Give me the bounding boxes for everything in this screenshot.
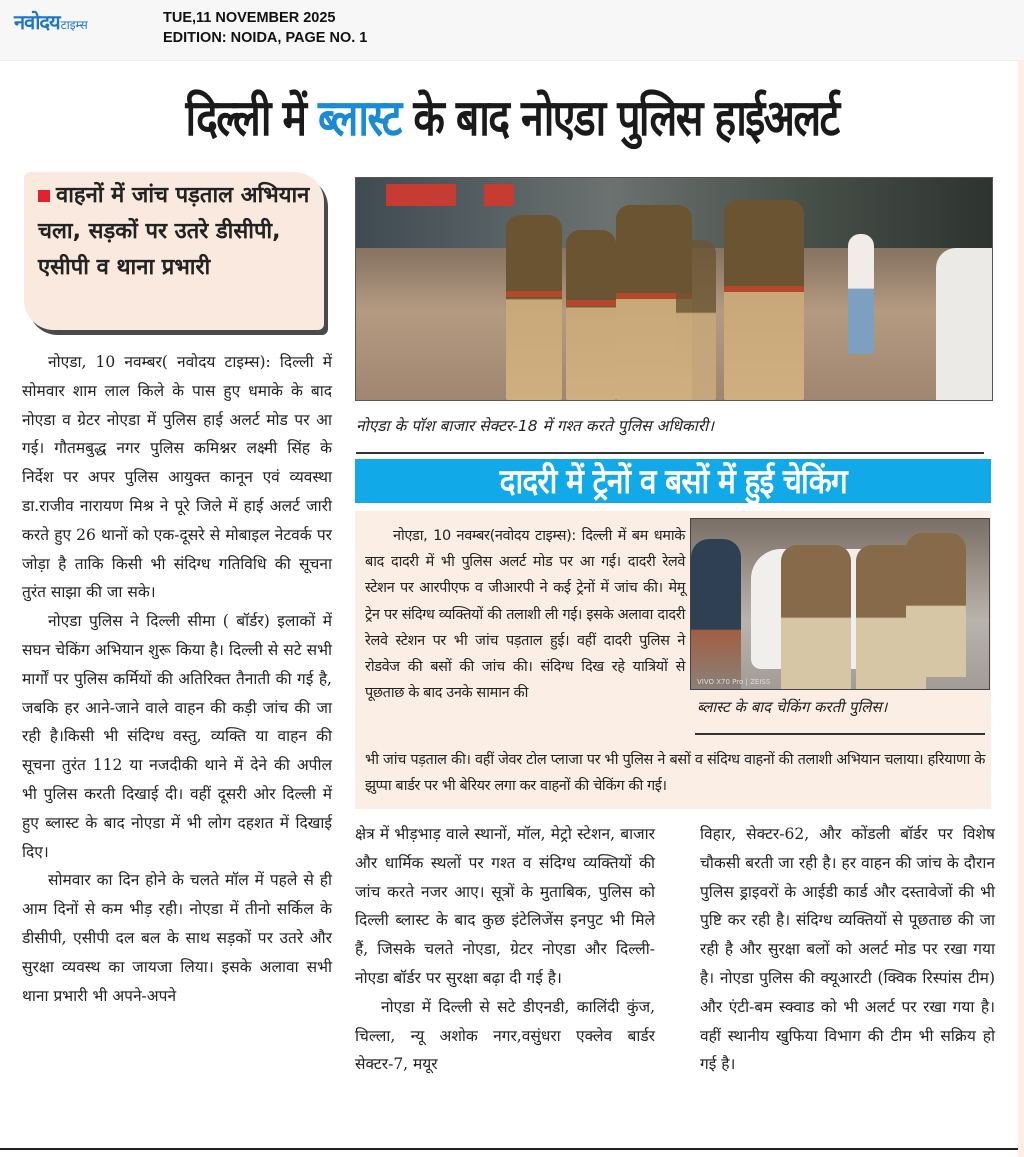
police-officer [566, 230, 616, 400]
photo-watermark: VIVO X70 Pro | ZEISS [697, 678, 771, 686]
newspaper-logo [14, 8, 88, 35]
parked-car [936, 248, 992, 400]
main-headline [92, 88, 932, 148]
dateline [163, 8, 367, 48]
police-officer [781, 545, 851, 689]
police-officer [724, 200, 804, 400]
police-officer [506, 215, 562, 400]
red-square-bullet-icon [38, 190, 50, 202]
story-column-3 [700, 820, 995, 1079]
logo-main: नवोदय [14, 10, 60, 34]
story-paragraph: विहार, सेक्टर-62, और कोंडली बॉर्डर पर विशेष चौकसी बरती जा रही है। हर वाहन की जांच के दौरान पुलिस ड्राइवरों के आईडी कार्ड और दस्तावेजों की भी पुष्टि कर रही है। संदिग्ध व्यक्तियों से पूछताछ की जा रही है और सुरक्षा बलों को अलर्ट मोड पर रखा गया है। नोएडा पुलिस की क्यूआरटी (क्विक रिस्पांस टीम) और एंटी-बम स्क्वाड को भी अलर्ट पर रखा गया है। वहीं स्थानीय खुफिया विभाग की टीम भी सक्रिय हो गई है। [700, 825, 995, 1074]
photo-caption: नोएडा के पॉश बाजार सेक्टर-18 में गश्त करते पुलिस अधिकारी। [356, 417, 715, 435]
subheadline-box [24, 172, 324, 330]
story-paragraph: नोएडा, 10 नवम्बर(नवोदय टाइम्स): दिल्ली में बम धमाके बाद दादरी में भी पुलिस अलर्ट मोड पर आ गई। दादरी रेलवे स्टेशन पर आरपीएफ व जीआरपी ने कई ट्रेनों में जांच की। मेमू ट्रेन पर संदिग्ध व्यक्तियों की तलाशी ली गई। इसके अलावा दादरी रेलवे स्टेशन पर भी जांच पड़ताल हुई। वहीं दादरी पुलिस ने रोडवेज की बसों की जांच की। संदिग्ध दिख रहे यात्रियों से पूछताछ के बाद उनके सामान की [365, 528, 685, 702]
headline-part1: दिल्ली में [185, 89, 318, 147]
story-paragraph: नोएडा पुलिस ने दिल्ली सीमा ( बॉर्डर) इलाकों में सघन चेकिंग अभियान शुरू किया है। दिल्ली से सटे सभी मार्गों पर पुलिस कर्मियों की अतिरिक्त तैनाती की गई है, जबकि हर आने-जाने वाले वाहन की कड़ी जांच की जा रही है।किसी भी संदिग्ध वस्तु, व्यक्ति या वाहन की सूचना तुरंत 112 या नजदीकी थाने में देने की अपील भी पुलिस करती दिखाई दी। वहीं दूसरी ओर दिल्ली में हुए ब्लास्ट के बाद नोएडा में भी लोग दहशत में दिखाई दिए। [22, 612, 332, 861]
shop-sign [484, 184, 514, 206]
shop-sign [386, 184, 456, 206]
police-officer [676, 240, 716, 400]
headline-accent: ब्लास्ट [317, 89, 401, 147]
police-patrol-photo [355, 177, 993, 401]
banner-title: दादरी में ट्रेनों व बसों में हुई चेकिंग [499, 462, 847, 502]
edition-info: EDITION: NOIDA, PAGE NO. 1 [163, 30, 368, 46]
issue-date: TUE,11 NOVEMBER 2025 [163, 10, 336, 26]
police-officer [906, 533, 966, 677]
pedestrian [848, 234, 874, 354]
story-paragraph: क्षेत्र में भीड़भाड़ वाले स्थानों, मॉल, मेट्रो स्टेशन, बाजार और धार्मिक स्थलों पर गश्त व संदिग्ध व्यक्तियों की जांच करते नजर आए। सूत्रों के मुताबिक, पुलिस को दिल्ली ब्लास्ट के बाद कुछ इंटेलिजेंस इनपुट भी मिले हैं, जिसके चलते नोएडा, ग्रेटर नोएडा और दिल्ली-नोएडा बॉर्डर पर सुरक्षा बढ़ा दी गई है। [355, 825, 655, 987]
dadri-story-continuation: भी जांच पड़ताल की। वहीं जेवर टोल प्लाजा पर भी पुलिस ने बसों व संदिग्ध वाहनों की तलाशी अभियान चलाया। हरियाणा के झुप्पा बार्डर पर भी बेरियर लगा कर वाहनों की चेकिंग की गई। [365, 752, 985, 795]
masthead-bar [0, 0, 1024, 61]
dadri-story-box [355, 511, 991, 809]
page-edge-strip [1018, 60, 1024, 1157]
section-banner [355, 459, 991, 503]
story-paragraph: नोएडा, 10 नवम्बर( नवोदय टाइम्स): दिल्ली में सोमवार शाम लाल किले के पास हुए धमाके के बाद नोएडा व ग्रेटर नोएडा में पुलिस हाई अलर्ट मोड पर आ गई। गौतमबुद्ध नगर पुलिस कमिश्नर लक्ष्मी सिंह के निर्देश पर अपर पुलिस आयुक्त कानून एवं व्यवस्था डा.राजीव नारायण मिश्र ने पूरे जिले में हाई अलर्ट जारी करते हुए 26 थानों को एक-दूसरे से मोबाइल नेटवर्क पर जोड़ा है ताकि किसी भी संदिग्ध गतिविधि की सूचना तुरंत साझा की जा सके। [22, 353, 332, 602]
photo-caption: ब्लास्ट के बाद चेकिंग करती पुलिस। [697, 698, 888, 716]
story-column-2 [355, 820, 655, 1079]
dadri-story-text [365, 523, 685, 706]
car-checking-photo [690, 518, 990, 690]
headline-part2: के बाद नोएडा पुलिस हाईअलर्ट [400, 89, 839, 147]
divider [356, 452, 984, 454]
civilian [691, 539, 741, 689]
story-paragraph: सोमवार का दिन होने के चलते मॉल में पहले से ही आम दिनों से कम भीड़ रही। नोएडा में तीनो सर्किल के डीसीपी, एसीपी दल बल के साथ सड़कों पर उतरे और सुरक्षा व्यवस्थ का जायजा लिया। इसके अलावा सभी थाना प्रभारी भी अपने-अपने [22, 871, 332, 1005]
divider [695, 733, 985, 735]
page-bottom-rule [0, 1148, 1018, 1150]
logo-sub: टाइम्स [60, 18, 88, 32]
subheadline-text: वाहनों में जांच पड़ताल अभियान चला, सड़कों पर उतरे डीसीपी, एसीपी व थाना प्रभारी [38, 183, 310, 280]
story-paragraph: नोएडा में दिल्ली से सटे डीएनडी, कालिंदी कुंज, चिल्ला, न्यू अशोक नगर,वसुंधरा एक्लेव बार्डर सेक्टर-7, मयूर [355, 997, 655, 1074]
story-column-1 [22, 348, 332, 1010]
